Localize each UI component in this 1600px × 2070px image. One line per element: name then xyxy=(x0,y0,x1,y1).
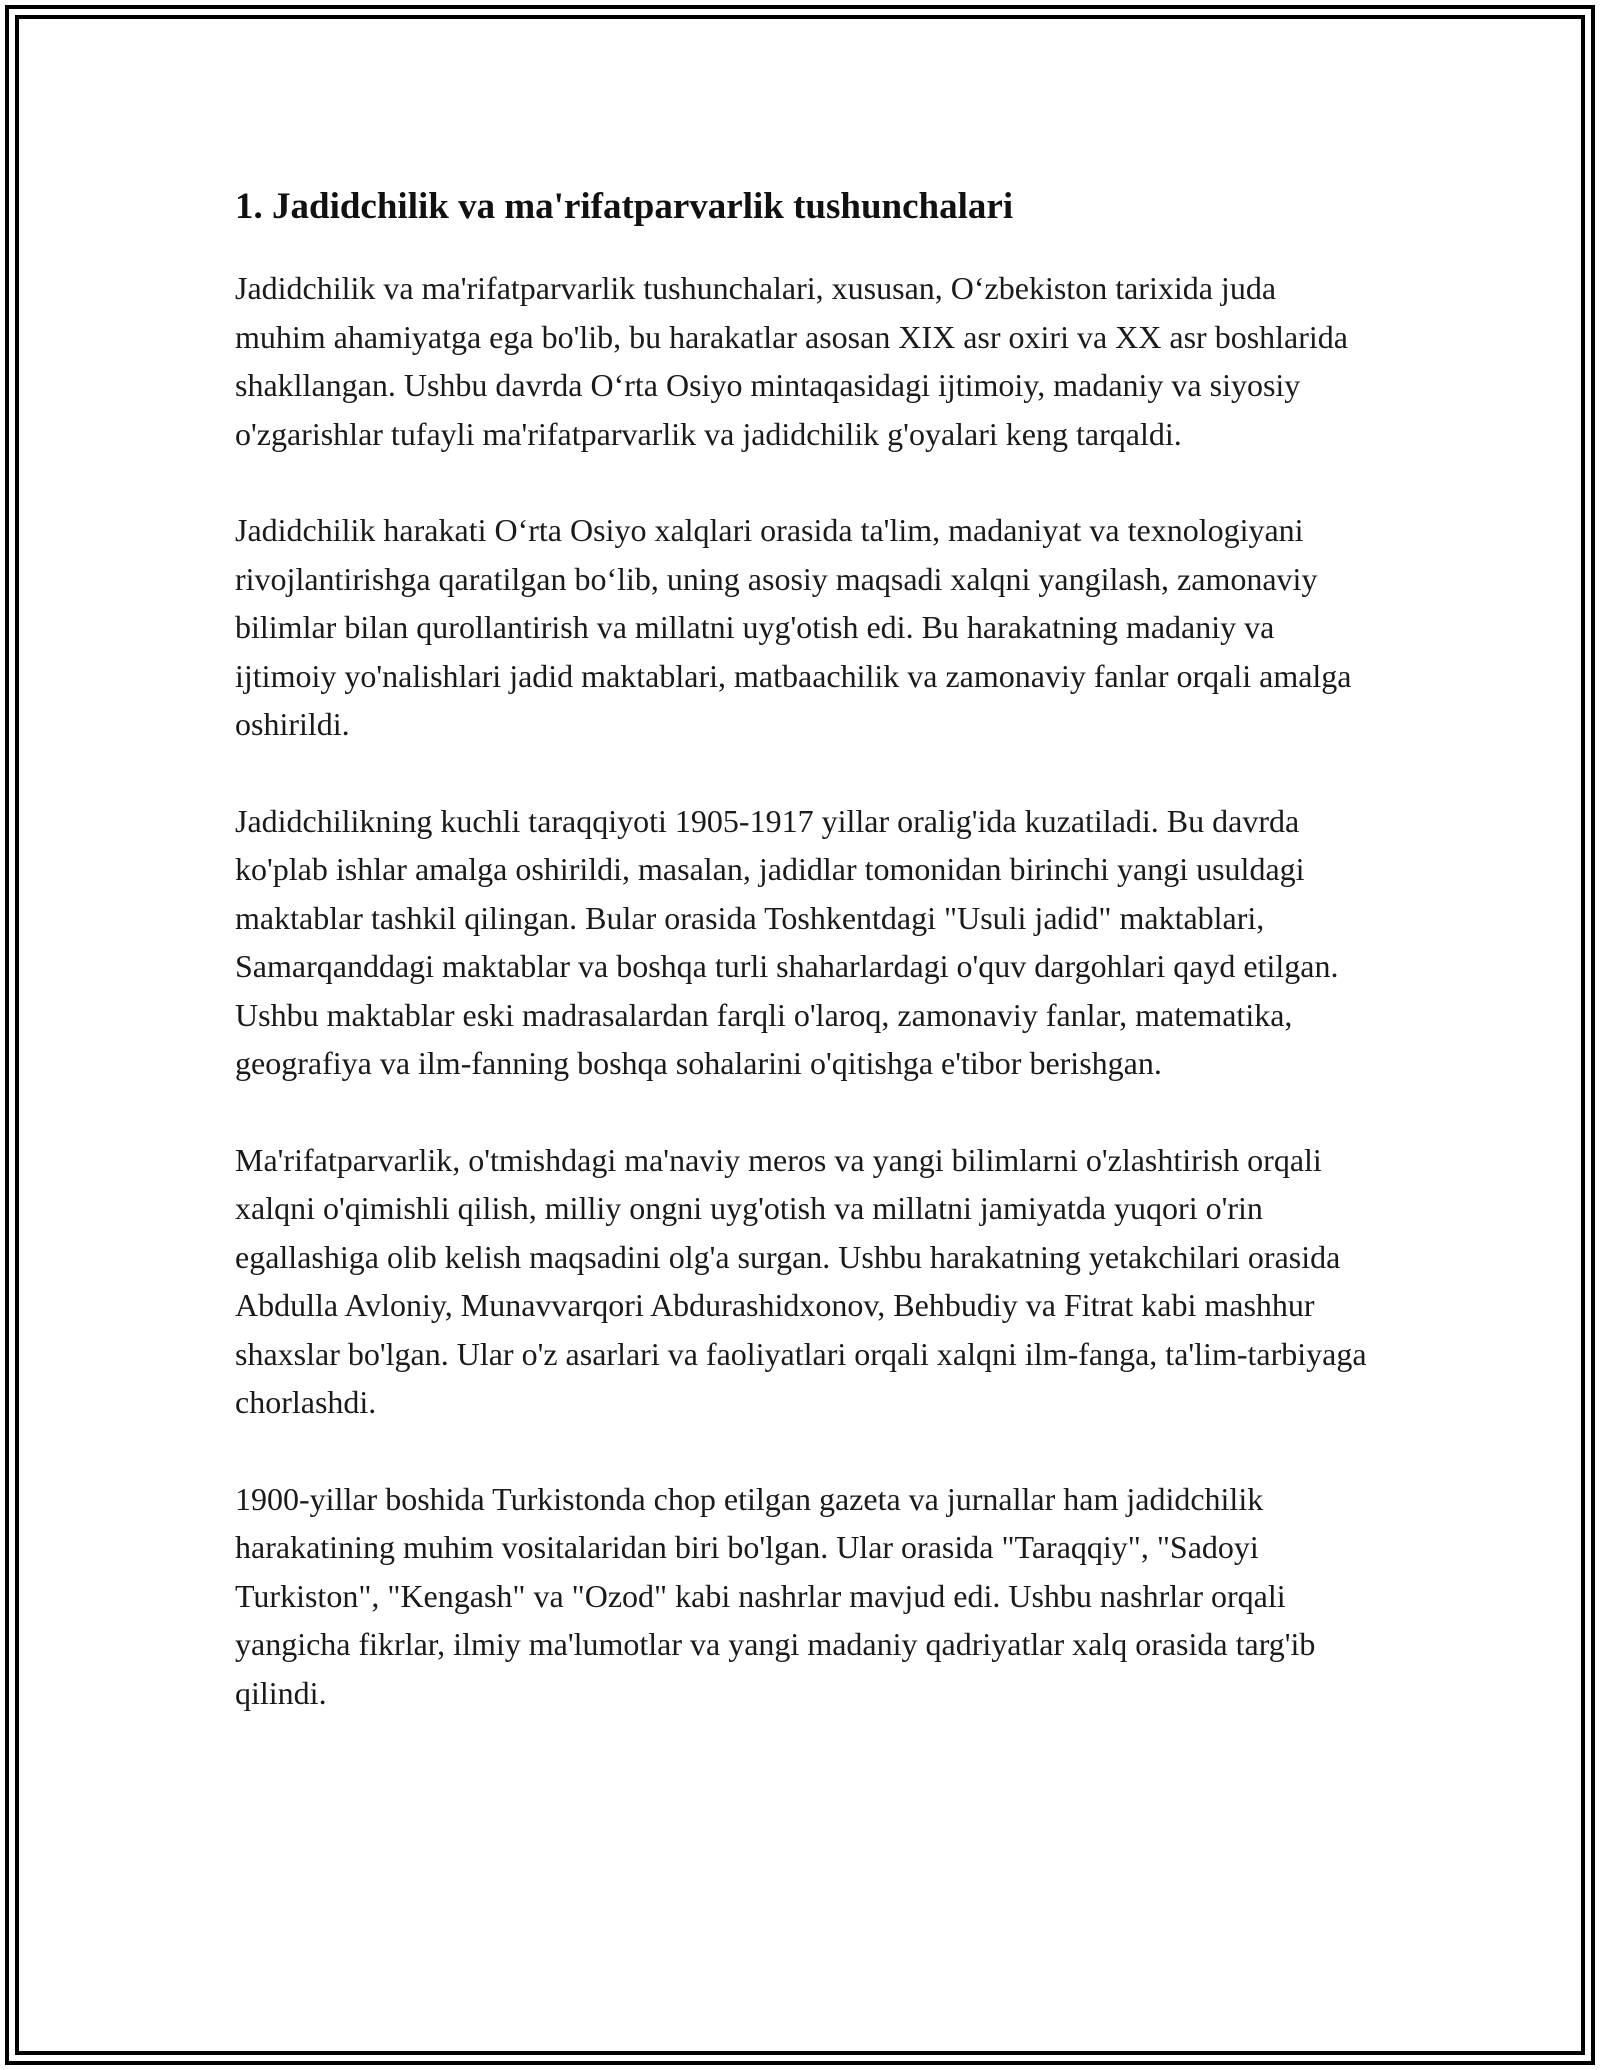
paragraph-4: Ma'rifatparvarlik, o'tmishdagi ma'naviy meros va yangi bilimlarni o'zlashtirish orqali xalqni o'qimishli qilish, milliy ongni uyg'otish va millatni jamiyatda yuqori o'rin egallashiga olib kelish maqsadini olg'a surgan. Ushbu harakatning yetakchilari orasida Abdulla Avloniy, Munavvarqori Abdurashidxonov, Behbudiy va Fitrat kabi mashhur shaxslar bo'lgan. Ular o'z asarlari va faoliyatlari orqali xalqni ilm-fanga, ta'lim-tarbiyaga chorlashdi. xyxy=(235,1141,1367,1420)
section-title: 1. Jadidchilik va ma'rifatparvarlik tushunchalari xyxy=(235,186,1014,227)
paragraph-5: 1900-yillar boshida Turkistonda chop etilgan gazeta va jurnallar ham jadidchilik harakatining muhim vositalaridan biri bo'lgan. Ular orasida "Taraqqiy", "Sadoyi Turkiston", "Kengash" va "Ozod" kabi nashrlar mavjud edi. Ushbu nashrlar orqali yangicha fikrlar, ilmiy ma'lumotlar va yangi madaniy qadriyatlar xalq orasida targ'ib qilindi. xyxy=(235,1480,1316,1711)
paragraph-1: Jadidchilik va ma'rifatparvarlik tushunchalari, xususan, O‘zbekiston tarixida juda muhim ahamiyatga ega bo'lib, bu harakatlar asosan XIX asr oxiri va XX asr boshlarida shakllangan. Ushbu davrda O‘rta Osiyo mintaqasidagi ijtimoiy, madaniy va siyosiy o'zgarishlar tufayli ma'rifatparvarlik va jadidchilik g'oyalari keng tarqaldi. xyxy=(235,270,1348,452)
paragraph-3: Jadidchilikning kuchli taraqqiyoti 1905-1917 yillar oralig'ida kuzatiladi. Bu davrda ko'plab ishlar amalga oshirildi, masalan, jadidlar tomonidan birinchi yangi usuldagi maktablar tashkil qilingan. Bular orasida Toshkentdagi "Usuli jadid" maktablari, Samarqanddagi maktablar va boshqa turli shaharlardagi o'quv dargohlari qayd etilgan. Ushbu maktablar eski madrasalardan farqli o'laroq, zamonaviy fanlar, matematika, geografiya va ilm-fanning boshqa sohalarini o'qitishga e'tibor berishgan. xyxy=(235,802,1339,1081)
document-body xyxy=(235,184,1370,1717)
paragraph-2: Jadidchilik harakati O‘rta Osiyo xalqlari orasida ta'lim, madaniyat va texnologiyani rivojlantirishga qaratilgan bo‘lib, uning asosiy maqsadi xalqni yangilash, zamonaviy bilimlar bilan qurollantirish va millatni uyg'otish edi. Bu harakatning madaniy va ijtimoiy yo'nalishlari jadid maktablari, matbaachilik va zamonaviy fanlar orqali amalga oshirildi. xyxy=(235,512,1352,742)
